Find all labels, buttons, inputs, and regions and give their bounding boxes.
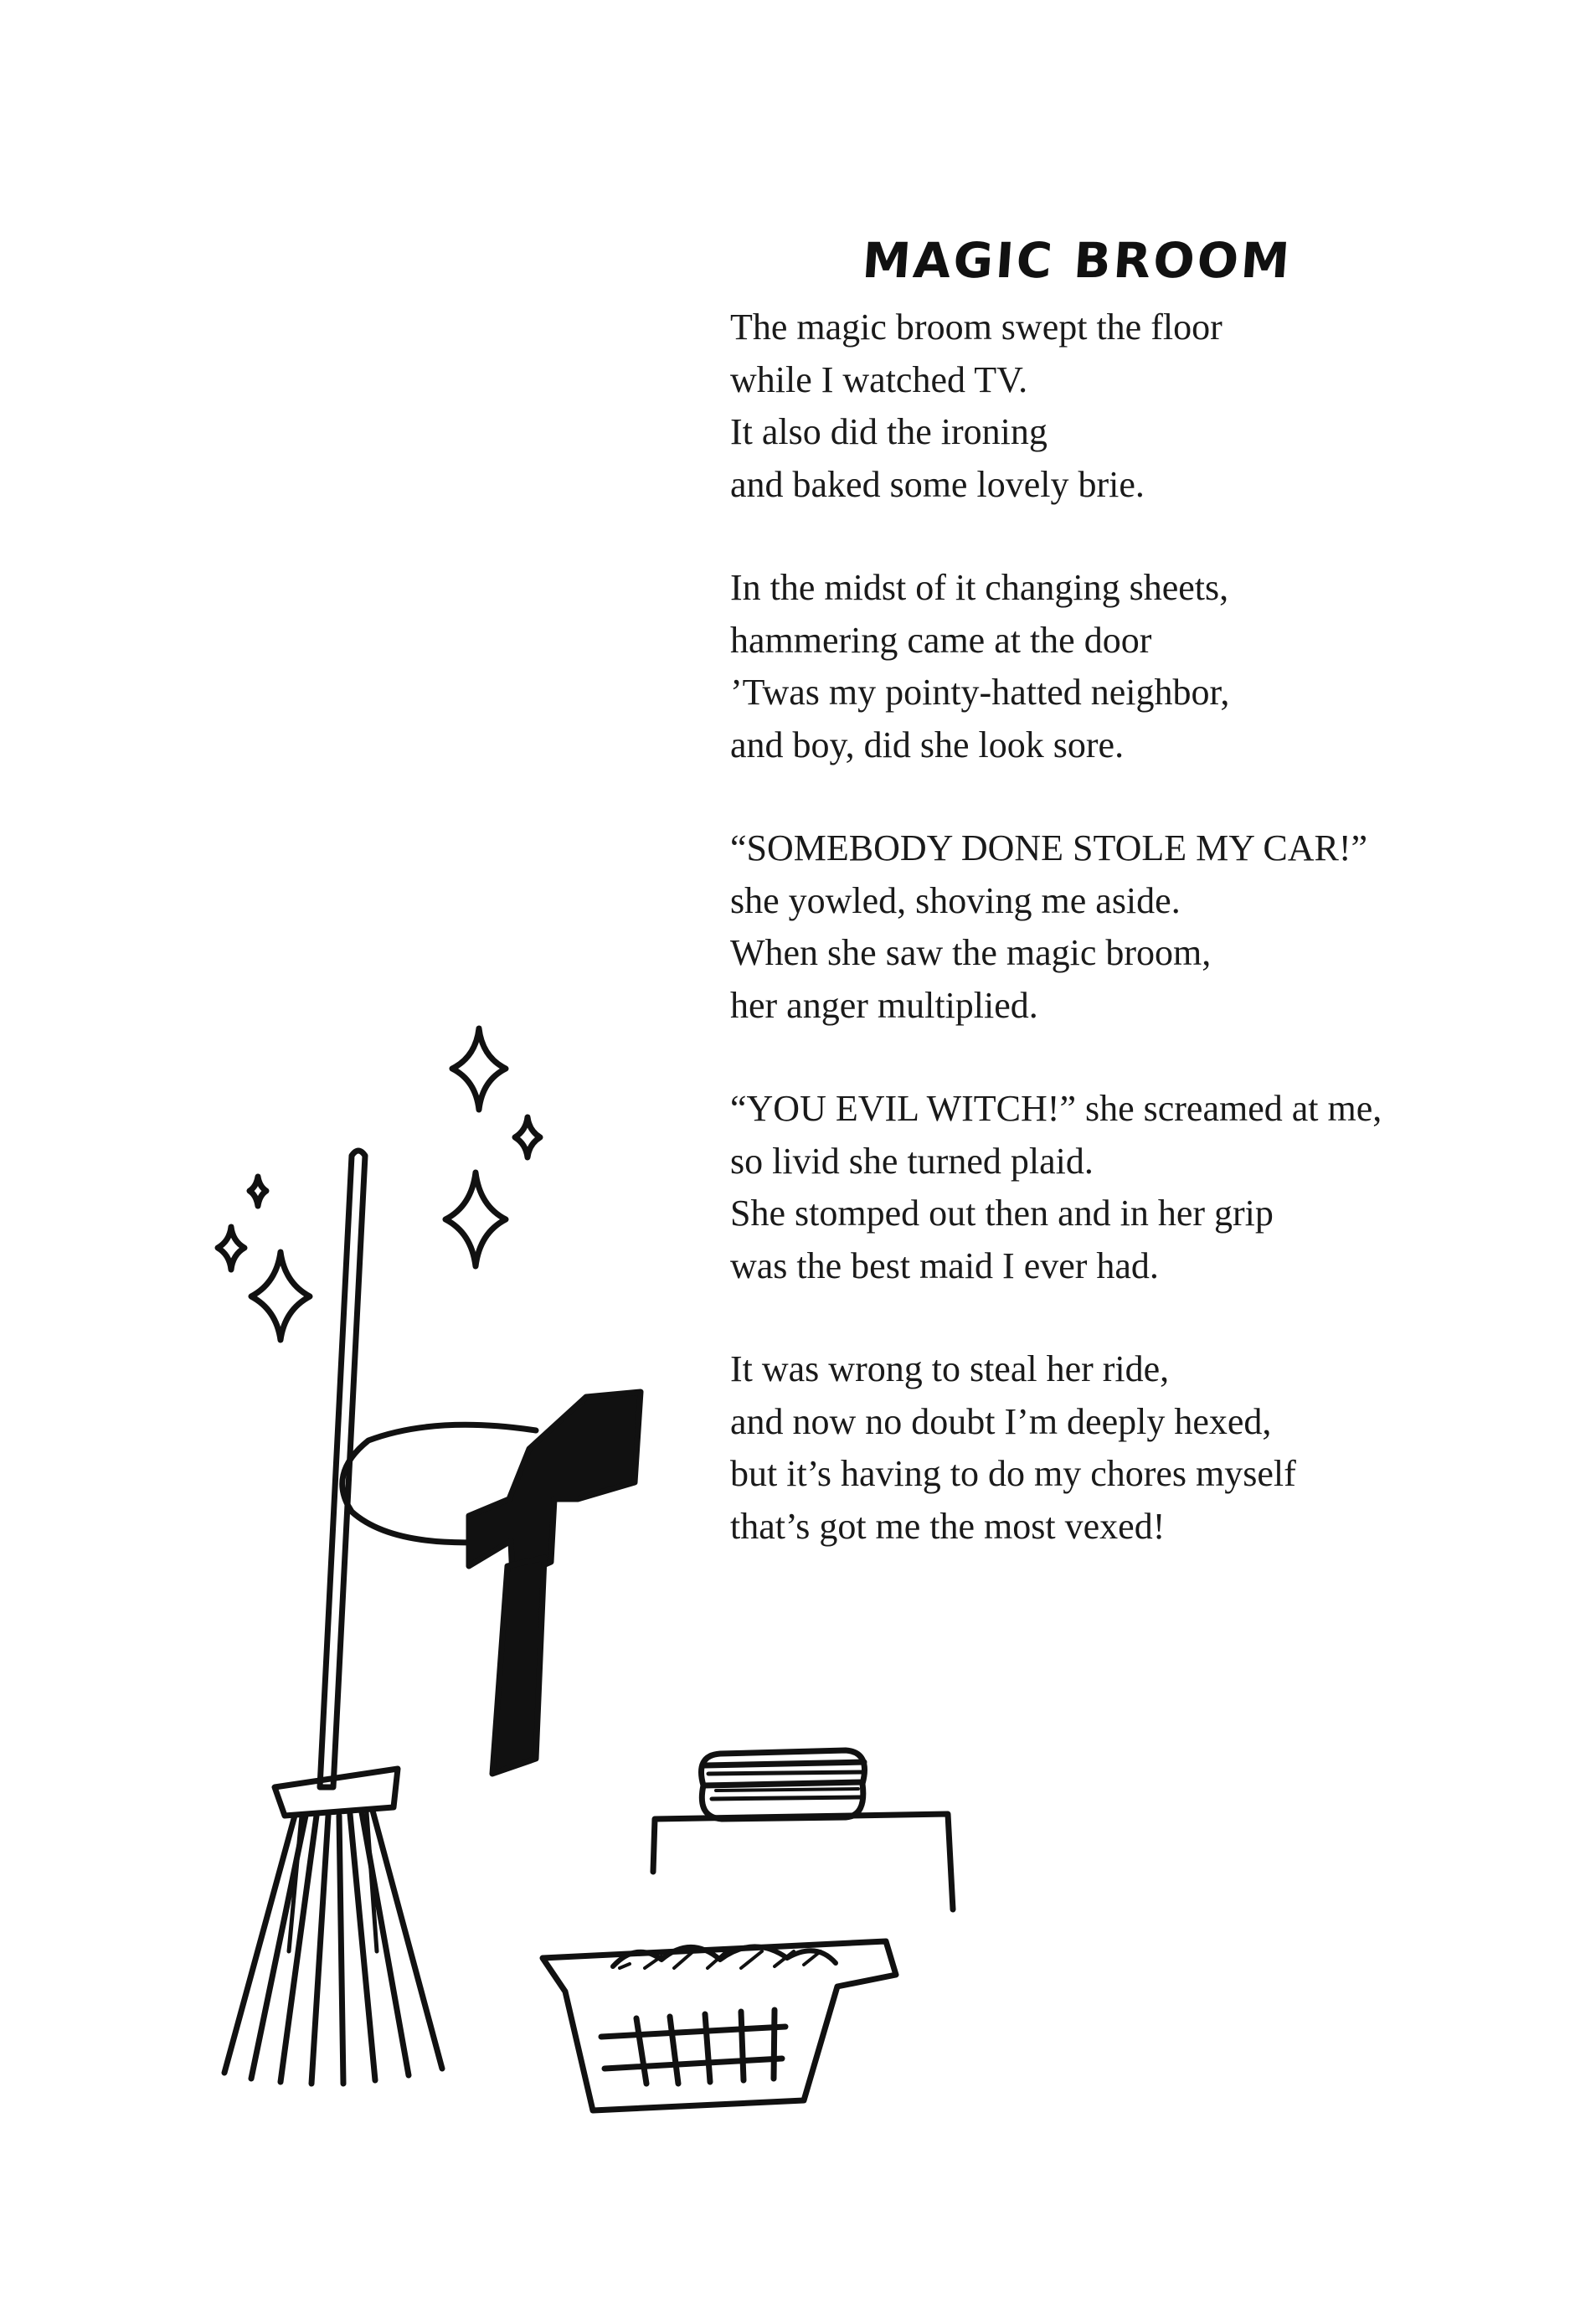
sparkle-icon	[515, 1117, 540, 1157]
poem-line: that’s got me the most vexed!	[730, 1505, 1166, 1547]
poem-line: In the midst of it changing sheets,	[730, 567, 1229, 608]
basket-icon	[543, 1941, 896, 2110]
poem-line: She stomped out then and in her grip	[730, 1193, 1274, 1234]
stanza-1	[730, 301, 1484, 511]
shirt-icon	[342, 1392, 641, 1774]
sparkle-icon	[251, 1252, 310, 1340]
laundry-stack-icon	[653, 1750, 953, 1909]
poem-line: and baked some lovely brie.	[730, 463, 1145, 505]
poem-line: but it’s having to do my chores myself	[730, 1453, 1296, 1494]
sparkle-icon	[445, 1172, 506, 1266]
poem-line: “YOU EVIL WITCH!” she screamed at me,	[730, 1088, 1382, 1129]
sparkle-icon	[452, 1028, 506, 1110]
poem-title: MAGIC BROOM	[860, 231, 1295, 289]
poem-line: she yowled, shoving me aside.	[730, 879, 1181, 921]
poem-line: When she saw the magic broom,	[730, 932, 1212, 973]
poem-line: hammering came at the door	[730, 619, 1152, 661]
sparkle-icon	[218, 1227, 245, 1270]
poem-line: It also did the ironing	[730, 411, 1048, 452]
poem-line: while I watched TV.	[730, 358, 1028, 400]
poem-line: and now no doubt I’m deeply hexed,	[730, 1400, 1272, 1442]
poem-line: It was wrong to steal her ride,	[730, 1348, 1170, 1389]
poem-line: The magic broom swept the floor	[730, 307, 1223, 348]
poem-line: “SOMEBODY DONE STOLE MY CAR!”	[730, 827, 1368, 868]
chores-illustration	[0, 988, 1570, 2161]
sparkle-icon	[250, 1177, 266, 1206]
poem-line: so livid she turned plaid.	[730, 1140, 1094, 1182]
poem-line: was the best maid I ever had.	[730, 1244, 1159, 1286]
poem-line: her anger multiplied.	[730, 984, 1038, 1026]
stanza-2	[730, 562, 1484, 771]
poem-line: and boy, did she look sore.	[730, 724, 1125, 765]
poem-line: ’Twas my pointy-hatted neighbor,	[730, 672, 1230, 713]
